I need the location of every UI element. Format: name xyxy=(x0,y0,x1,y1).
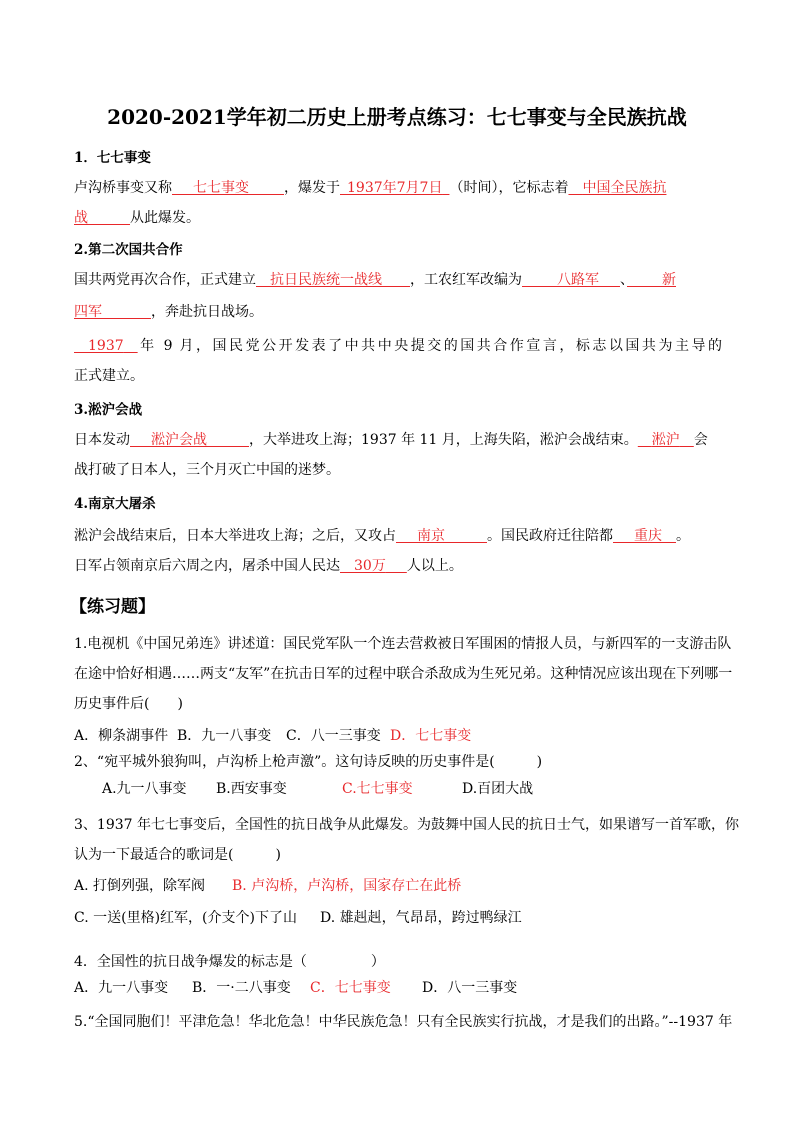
text: ） xyxy=(370,954,385,970)
blank-answer: 1937年7月7日 xyxy=(347,180,443,196)
section-3-heading: 3.淞沪会战 xyxy=(74,402,143,418)
blank-answer: 重庆 xyxy=(634,528,662,544)
q2-option-d: D.百团大战 xyxy=(462,781,534,797)
q1-line-3: 历史事件后( ) xyxy=(74,696,183,712)
text: 日本发动 xyxy=(74,432,130,448)
q3-line-1: 3、1937 年七七事变后，全国性的抗日战争从此爆发。为鼓舞中国人民的抗日士气，如果谱写一首军歌，你 xyxy=(74,817,739,833)
text: ，爆发于 xyxy=(284,180,340,196)
blank-answer: 抗日民族统一战线 xyxy=(270,272,382,288)
s2-line-2 xyxy=(74,302,263,322)
section-2-heading: 2.第二次国共合作 xyxy=(74,242,183,258)
q4-option-c: C．七七事变 xyxy=(310,980,391,996)
text: 。国民政府迁往陪都 xyxy=(487,528,613,544)
q5-line-1: 5.“全国同胞们！平津危急！华北危急！中华民族危急！只有全民族实行抗战，才是我们的出路。”--1937 年 xyxy=(74,1014,733,1030)
q2-line-1: 2、“宛平城外狼狗叫，卢沟桥上枪声激”。这句诗反映的历史事件是( ) xyxy=(74,754,543,770)
text: 日军占领南京后六周之内，屠杀中国人民达 xyxy=(74,558,340,574)
s1-line-2 xyxy=(74,208,200,228)
q1-line-2: 在途中恰好相遇……两支“友军”在抗击日军的过程中联合杀敌成为生死兄弟。这种情况应该出现在下列哪一 xyxy=(74,666,733,682)
s4-line-2 xyxy=(74,556,463,576)
practice-heading: 【练习题】 xyxy=(70,597,155,617)
blank-answer: 四军 xyxy=(74,304,102,320)
q3-option-a: A. 打倒列强，除军阀 xyxy=(74,878,206,894)
text: 4．全国性的抗日战争爆发的标志是（ xyxy=(74,954,307,970)
s2-line-1 xyxy=(74,270,676,290)
s2-line-3 xyxy=(74,336,722,356)
s1-line-1 xyxy=(74,178,666,198)
text: ，大举进攻上海；1937 年 11 月，上海失陷，淞沪会战结束。 xyxy=(249,432,638,448)
q4-option-a: A．九一八事变 xyxy=(74,980,169,996)
q1-option-d: D．七七事变 xyxy=(390,728,472,744)
q4-option-b: B．一·二八事变 xyxy=(192,980,291,996)
q3-option-c: C. 一送(里格)红军，(介支个)下了山 xyxy=(74,910,297,926)
text: 、 xyxy=(620,272,627,288)
answer-blank xyxy=(307,953,371,969)
text: ，奔赴抗日战场。 xyxy=(151,304,263,320)
blank-answer: 淞沪会战 xyxy=(151,432,207,448)
section-1-heading: 1．七七事变 xyxy=(74,150,151,166)
blank-answer: 七七事变 xyxy=(193,180,249,196)
q2-option-c: C.七七事变 xyxy=(342,781,413,797)
text: 。 xyxy=(676,528,690,544)
q1-line-1: 1.电视机《中国兄弟连》讲述道：国民党军队一个连去营救被日军围困的情报人员，与新四军的一支游击队 xyxy=(74,636,732,652)
blank-answer: 八路军 xyxy=(557,272,599,288)
blank-answer: 30万 xyxy=(354,558,386,574)
text: （时间），它标志着 xyxy=(449,180,569,196)
s3-line-1 xyxy=(74,430,708,450)
page-title: 2020-2021学年初二历史上册考点练习：七七事变与全民族抗战 xyxy=(107,105,687,129)
q2-option-a: A.九一八事变 xyxy=(102,781,187,797)
blank-answer: 1937 xyxy=(88,338,124,354)
q3-option-d: D. 雄赳赳，气昂昂，跨过鸭绿江 xyxy=(320,910,522,926)
q3-option-b: B. 卢沟桥，卢沟桥，国家存亡在此桥 xyxy=(232,878,462,894)
s4-line-1 xyxy=(74,526,690,546)
blank-answer: 淞沪 xyxy=(651,432,680,448)
text: 从此爆发。 xyxy=(130,210,200,226)
q1-option-a: A．柳条湖事件 xyxy=(74,728,169,744)
text: 卢沟桥事变又称 xyxy=(74,180,172,196)
text: 国共两党再次合作，正式建立 xyxy=(74,272,256,288)
blank-answer: 南京 xyxy=(417,528,445,544)
text: 淞沪会战结束后，日本大举进攻上海；之后，又攻占 xyxy=(74,528,396,544)
text: 会 xyxy=(693,432,708,448)
blank-answer: 中国全民族抗 xyxy=(582,180,667,196)
text: 人以上。 xyxy=(406,558,463,574)
q1-option-b: B．九一八事变 xyxy=(177,728,272,744)
q4-line-1 xyxy=(74,952,385,972)
section-4-heading: 4.南京大屠杀 xyxy=(74,496,156,512)
text: 年 9 月，国民党公开发表了中共中央提交的国共合作宣言，标志以国共为主导的 xyxy=(137,338,722,354)
q4-option-d: D．八一三事变 xyxy=(422,980,518,996)
q2-option-b: B.西安事变 xyxy=(216,781,287,797)
s2-line-4: 正式建立。 xyxy=(74,368,144,384)
q3-line-2: 认为一下最适合的歌词是( ) xyxy=(74,847,281,863)
blank-answer: 战 xyxy=(74,210,88,226)
text: ，工农红军改编为 xyxy=(410,272,522,288)
blank-answer: 新 xyxy=(662,272,676,288)
s3-line-2: 战打破了日本人，三个月灭亡中国的迷梦。 xyxy=(74,462,340,478)
q1-option-c: C．八一三事变 xyxy=(286,728,381,744)
